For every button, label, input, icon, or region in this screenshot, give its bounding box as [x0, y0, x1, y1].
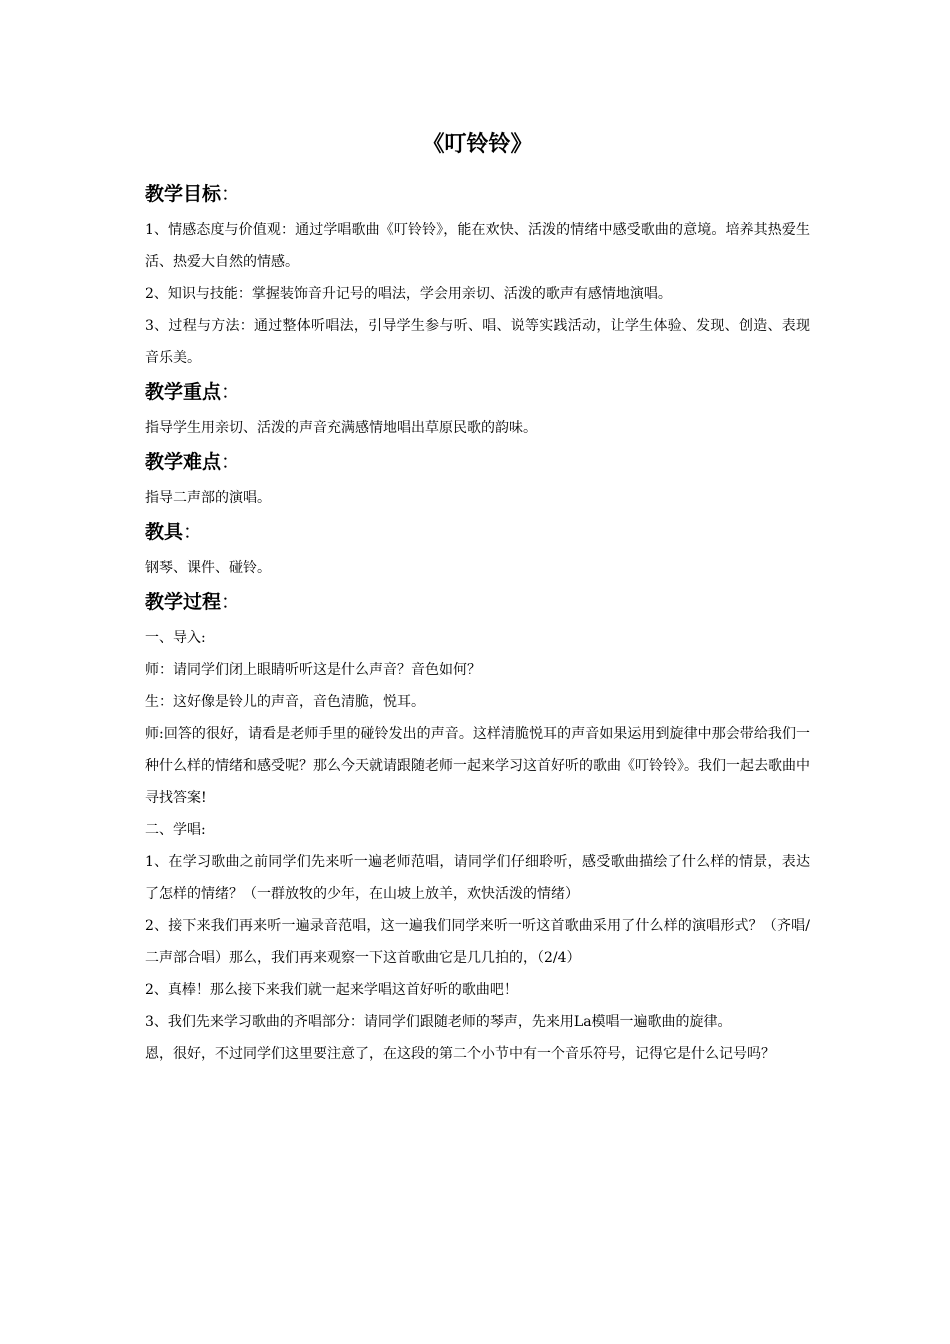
paragraph: 二、学唱: [145, 822, 206, 838]
heading-text: 教学重点 [145, 381, 222, 403]
paragraph: 1、在学习歌曲之前同学们先来听一遍老师范唱，请同学们仔细聆听，感受歌曲描绘了什么样的情景，表达了怎样的情绪？（一群放牧的少年，在山坡上放羊，欢快活泼的情绪） [145, 854, 810, 902]
heading-colon: ： [221, 183, 241, 205]
paragraph: 指导二声部的演唱。 [145, 490, 271, 506]
paragraph: 恩，很好，不过同学们这里要注意了，在这段的第二个小节中有一个音乐符号，记得它是什么记号吗？ [145, 1046, 775, 1062]
section-difficulties [145, 450, 810, 514]
section-heading [145, 182, 810, 206]
heading-text: 教学过程 [145, 591, 222, 613]
heading-colon: ： [221, 591, 241, 613]
section-heading [145, 520, 810, 544]
document-title: 《叮铃铃》 [422, 132, 533, 157]
heading-colon: ： [221, 451, 241, 473]
paragraph: 2、接下来我们再来听一遍录音范唱，这一遍我们同学来听一听这首歌曲采用了什么样的演唱形式？（齐唱/二声部合唱）那么，我们再来观察一下这首歌曲它是几几拍的，（2/4） [145, 918, 810, 966]
paragraph: 生：这好像是铃儿的声音，音色清脆，悦耳。 [145, 694, 425, 710]
heading-text: 教学难点 [145, 451, 222, 473]
paragraph: 指导学生用亲切、活泼的声音充满感情地唱出草原民歌的韵味。 [145, 420, 537, 436]
paragraph: 师:回答的很好，请看是老师手里的碰铃发出的声音。这样清脆悦耳的声音如果运用到旋律中那会带给我们一种什么样的情绪和感受呢？那么今天就请跟随老师一起来学习这首好听的歌曲《叮铃铃》。我们一起去歌曲中寻找答案! [145, 726, 810, 806]
section-heading [145, 590, 810, 614]
section-teaching-aids [145, 520, 810, 584]
section-key-points [145, 380, 810, 444]
heading-text: 教具 [145, 521, 184, 543]
section-process [145, 590, 810, 1070]
heading-colon: ： [183, 521, 203, 543]
paragraph: 钢琴、课件、碰铃。 [145, 560, 271, 576]
paragraph: 1、情感态度与价值观：通过学唱歌曲《叮铃铃》，能在欢快、活泼的情绪中感受歌曲的意境。培养其热爱生活、热爱大自然的情感。 [145, 222, 810, 270]
paragraph: 3、我们先来学习歌曲的齐唱部分：请同学们跟随老师的琴声，先来用La模唱一遍歌曲的旋律。 [145, 1014, 732, 1030]
section-heading [145, 450, 810, 474]
document-body [145, 130, 810, 1076]
heading-text: 教学目标 [145, 183, 222, 205]
paragraph: 一、导入: [145, 630, 206, 646]
paragraph: 2、知识与技能：掌握装饰音升记号的唱法，学会用亲切、活泼的歌声有感情地演唱。 [145, 286, 672, 302]
section-objectives [145, 182, 810, 374]
heading-colon: ： [221, 381, 241, 403]
paragraph: 3、过程与方法：通过整体听唱法，引导学生参与听、唱、说等实践活动，让学生体验、发现、创造、表现音乐美。 [145, 318, 810, 366]
paragraph: 师：请同学们闭上眼睛听听这是什么声音？音色如何？ [145, 662, 481, 678]
paragraph: 2、真棒！那么接下来我们就一起来学唱这首好听的歌曲吧！ [145, 982, 518, 998]
section-heading [145, 380, 810, 404]
